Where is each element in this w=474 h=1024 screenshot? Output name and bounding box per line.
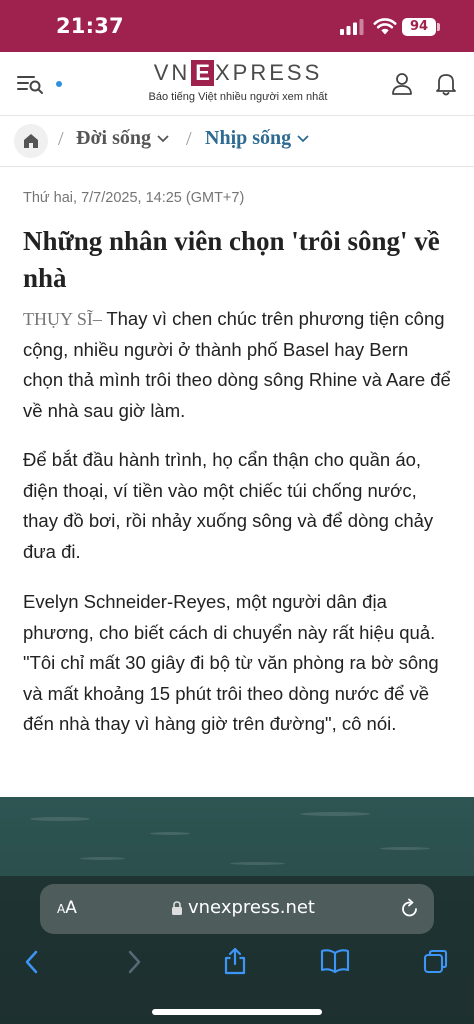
user-account-button[interactable] [390,70,414,98]
logo-tagline: Báo tiếng Việt nhiều người xem nhất [148,91,328,103]
breadcrumb-item-label: Đời sống [76,127,151,149]
breadcrumb-item-nhip-song[interactable] [205,127,309,150]
lock-icon [171,901,183,916]
user-icon [390,70,414,98]
article-paragraph [23,304,451,426]
status-bar [0,0,474,52]
forward-icon[interactable] [124,948,144,976]
notifications-button[interactable] [434,70,458,98]
bell-icon [434,70,458,98]
location-dash: – [92,309,107,329]
breadcrumb-separator: / [186,128,192,150]
cellular-signal-icon [340,19,364,35]
water-ripple [380,847,430,850]
home-icon [22,132,40,150]
wifi-icon [373,17,397,35]
article-paragraph: Evelyn Schneider-Reyes, một người dân địa phương, cho biết cách di chuyển này rất hiệu quả. "Tôi chỉ mất 30 giây đi bộ từ văn phòng ra bờ sông và mất khoảng 15 phút trôi theo dòng nước để về đến nhà thay vì hàng giờ trên đường", cô nói. [23,591,439,734]
chevron-down-icon [157,135,169,143]
url-text: vnexpress.net [188,897,315,918]
breadcrumb-item-doi-song[interactable] [76,127,169,150]
menu-search-button[interactable] [16,70,46,98]
breadcrumb-separator: / [58,128,64,150]
article-title: Những nhân viên chọn 'trôi sông' về nhà [23,226,440,293]
water-ripple [30,817,90,821]
home-button[interactable] [14,124,48,158]
article-location: THỤY SĨ [23,309,93,329]
water-ripple [150,832,190,835]
home-indicator[interactable] [152,1009,322,1015]
menu-search-icon [16,70,46,98]
battery-tip [437,23,440,31]
site-header [0,52,474,116]
share-icon[interactable] [222,946,248,976]
water-ripple [230,862,285,865]
browser-toolbar [0,876,474,1024]
notification-dot [56,81,62,87]
paragraph-text: Thay vì chen chúc trên phương tiện công cộng, nhiều người ở thành phố Basel hay Bern chọn thả mình trôi theo dòng sông Rhine và Aare để về nhà sau giờ làm. [23,308,451,421]
address-bar[interactable] [40,884,434,934]
article-paragraph: Để bắt đầu hành trình, họ cẩn thận cho quần áo, điện thoại, ví tiền vào một chiếc túi chống nước, thay đồ bơi, rồi nhảy xuống sông và để dòng chảy đưa đi. [23,449,434,562]
logo-wordmark: VN E XPRESS [153,60,323,85]
article-date: Thứ hai, 7/7/2025, 14:25 (GMT+7) [23,190,245,206]
reload-icon[interactable] [400,898,420,920]
reader-settings-button[interactable]: AA [57,898,77,918]
chevron-down-icon [297,135,309,143]
water-ripple [80,857,125,860]
breadcrumb-item-label: Nhịp sống [205,127,292,149]
bookmarks-icon[interactable] [320,948,350,974]
water-ripple [300,812,370,816]
vnexpress-logo[interactable] [148,58,328,110]
tabs-icon[interactable] [422,948,450,976]
battery-indicator: 94 [402,18,436,36]
breadcrumb [0,116,474,167]
back-icon[interactable] [22,948,42,976]
status-time: 21:37 [56,14,124,38]
